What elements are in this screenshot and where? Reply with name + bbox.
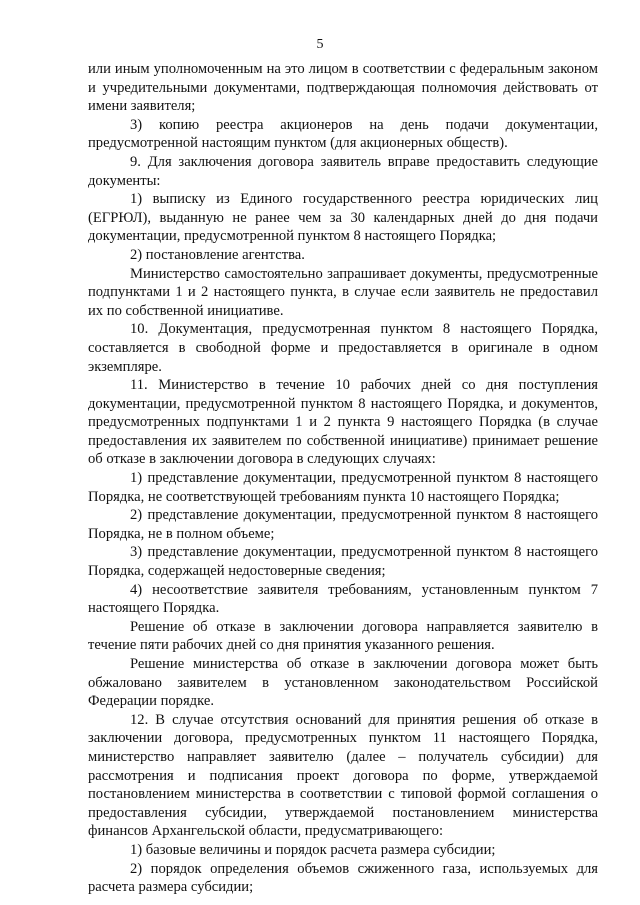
- paragraph: 4) несоответствие заявителя требованиям, установленным пунктом 7 настоящего Порядка.: [88, 581, 598, 617]
- paragraph: 2) представление документации, предусмотренной пунктом 8 настоящего Порядка, не в полном объеме;: [88, 507, 598, 542]
- paragraph: 2) порядок определения объемов сжиженного газа, используемых для расчета размера субсидии;: [88, 860, 598, 896]
- document-body: [88, 60, 598, 897]
- paragraph: 1) представление документации, предусмотренной пунктом 8 настоящего Порядка, не соответствующей требованиям пункта 10 настоящего Порядка;: [88, 470, 598, 505]
- paragraph: 2) постановление агентства.: [130, 246, 305, 263]
- paragraph: или иным уполномоченным на это лицом в соответствии с федеральным законом и учредительными документами, подтверждающая полномочия действовать от имени заявителя;: [88, 61, 598, 115]
- paragraph: 1) базовые величины и порядок расчета размера субсидии;: [130, 841, 496, 858]
- paragraph: Решение об отказе в заключении договора направляется заявителю в течение пяти рабочих дней со дня принятия указанного решения.: [88, 618, 598, 654]
- paragraph: 10. Документация, предусмотренная пунктом 8 настоящего Порядка, составляется в свободной форме и предоставляется в оригинале в одном экземпляре.: [88, 321, 598, 375]
- paragraph: 11. Министерство в течение 10 рабочих дней со дня поступления документации, предусмотренной пунктом 8 настоящего Порядка, и документов, предусмотренных подпунктами 1 и 2 пункта 9 настоящего Порядка (в случае предоставления их заявителем по собственной инициативе) принимает решение об отказе в заключении договора в следующих случаях:: [88, 377, 598, 468]
- paragraph: 1) выписку из Единого государственного реестра юридических лиц (ЕГРЮЛ), выданную не ранее чем за 30 календарных дней до дня подачи документации, предусмотренной пунктом 8 настоящего Порядка;: [88, 191, 598, 245]
- paragraph: Решение министерства об отказе в заключении договора может быть обжаловано заявителем в установленном законодательством Российской Федерации порядке.: [88, 656, 598, 710]
- paragraph: 3) копию реестра акционеров на день подачи документации, предусмотренной настоящим пунктом (для акционерных обществ).: [88, 116, 598, 152]
- paragraph: 3) представление документации, предусмотренной пунктом 8 настоящего Порядка, содержащей недостоверные сведения;: [88, 544, 598, 580]
- paragraph: 9. Для заключения договора заявитель вправе предоставить следующие документы:: [88, 153, 598, 189]
- paragraph: 12. В случае отсутствия оснований для принятия решения об отказе в заключении договора, предусмотренных пунктом 11 настоящего Порядка, министерство направляет заявителю (далее – получатель субсидии) для рассмотрения и подписания проект договора по форме, утверждаемой постановлением министерства в соответствии с типовой формой соглашения о предоставления субсидии, утверждаемой постановлением министерства финансов Архангельской области, предусматривающего:: [88, 711, 598, 840]
- paragraph: Министерство самостоятельно запрашивает документы, предусмотренные подпунктами 1 и 2 настоящего пункта, в случае если заявитель не предоставил их по собственной инициативе.: [88, 265, 598, 319]
- page-number: 5: [316, 37, 324, 52]
